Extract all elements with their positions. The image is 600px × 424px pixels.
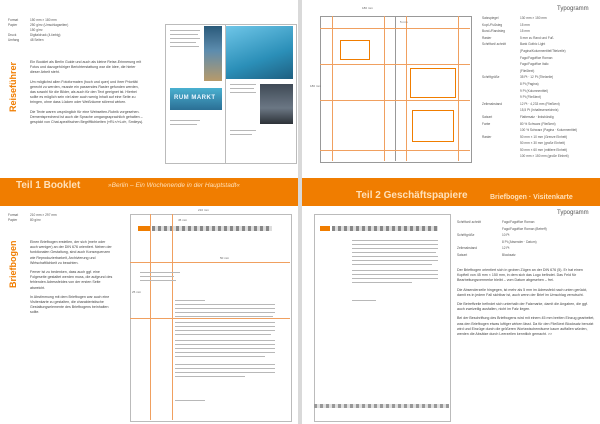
typogram-value: Fago/Fagoffice Roman: [520, 55, 553, 60]
paragraph: Ein Booklet als Berlin Guide und auch als kleine Reise-Erinnerung mit Fotos und dazugehöriger Berichterstattung war die Idee, die hinter dieser Arbeit steht.: [30, 60, 142, 75]
typogram-label: Satzspiegel: [482, 16, 499, 20]
measure-top-width: 180 mm: [362, 6, 373, 10]
text-line: [175, 304, 275, 305]
typogram-label: Satzart: [457, 252, 468, 257]
letterhead-explanation: [457, 268, 595, 337]
text-line: [352, 260, 438, 261]
grid-unit: [340, 40, 370, 60]
typogram-label: Raster: [482, 134, 492, 139]
logo-mark: [320, 226, 330, 231]
measure-width: 210 mm: [198, 208, 209, 212]
text-line: [230, 92, 256, 93]
typogram-row: [482, 49, 598, 56]
grid-line: [458, 16, 459, 161]
typogram-value: (Fließtext): [520, 68, 535, 73]
typogram-row: [457, 253, 597, 260]
typogram-row: [482, 42, 598, 49]
typogram-value: Fago/Fagoffice Roman: [502, 220, 535, 224]
typogram-value: Bank Gothic Light: [520, 42, 546, 47]
paragraph: Der Briefbogen orientiert sich in groben Zügen an der DIN 676 (5). Er hat einen Kopfteil von 45 mm × 150 mm, in dem sich das Logo befindet. Das Feld für Bearbeitungsvermerke bleibt – vom Datum abgesehen – frei.: [457, 268, 583, 283]
typogram-value: 10 Pt: [502, 233, 510, 238]
typogram-value: 8 Pt (Absender · Datum): [502, 239, 537, 244]
text-line: [230, 84, 256, 85]
paragraph: In Abstimmung mit dem Briefbogen war auch eine Visitenkarte zu gestalten, die charakteristische Gestaltungselemente des Briefbogens beinhalten sollte.: [30, 294, 110, 315]
typogram-row: [482, 56, 598, 63]
text-line: [175, 364, 275, 365]
typogram-row: [482, 69, 598, 76]
typogram-label: Schriftgröße: [482, 75, 500, 80]
paragraph: Ferner ist zu bedenken, dass auch ggf. eine Folgeseite gestaltet werden muss, die aufgrund des fehlenden Adressfeldes von der ersten Seite abweicht.: [30, 270, 113, 290]
typogram-table-top: [482, 16, 598, 161]
spec-value: 150 g/m²: [30, 28, 43, 32]
address-line: [140, 276, 174, 277]
typogram-row: [482, 115, 598, 122]
fold-line: [395, 16, 396, 161]
spec-label: Umfang: [8, 38, 20, 42]
measure-top-height: 180 mm: [310, 84, 321, 88]
text-line: [175, 368, 275, 369]
typogram-row: [457, 246, 597, 253]
guide-line: [172, 214, 173, 420]
grid-unit: [410, 68, 456, 98]
typogram-value: 5 mm zu Rand und Fuß: [520, 35, 554, 40]
typogram-row: [482, 95, 598, 102]
text-line: [170, 38, 200, 39]
typogram-value: 50 mm × 30 mm (große Einheit): [520, 141, 566, 146]
typogram-value: 15,5 Pt (Inhaltsverzeichnis): [520, 108, 559, 113]
signature-line: [352, 300, 376, 301]
logo-mark: [138, 226, 150, 231]
text-line: [230, 88, 254, 89]
text-line: [170, 124, 197, 125]
spec-label: Format: [8, 18, 19, 22]
typogram-row: [457, 233, 597, 240]
text-line: [175, 372, 275, 373]
text-line: [170, 30, 200, 31]
footer-bar: [314, 404, 449, 408]
typogram-value: 9 Pt (Kolumnentitel): [520, 88, 548, 93]
band-title-left: Teil 1 Booklet: [16, 180, 81, 191]
text-line: [175, 376, 245, 377]
band-subtitle-right: Briefbogen · Visitenkarte: [490, 194, 573, 201]
typogram-label: Farbe: [482, 121, 491, 126]
band-subtitle-left: »Berlin – Ein Wochenende in der Hauptstadt«: [108, 182, 240, 189]
typogram-row: [482, 141, 598, 148]
typogram-label: Schriftart/-schnitt: [457, 220, 481, 224]
grid-line: [320, 100, 470, 101]
left-page: [0, 0, 298, 424]
typogram-header-top: Typogramm: [557, 6, 589, 12]
paragraph: Die Absenderzeile hingegen, ist mehr als 5 mm im Adressfeld nach unten gerückt, damit es in jedem Fall sichtbar ist, auch wenn der Brief im Umschlag verrutscht.: [457, 287, 588, 297]
spec-label: Papier: [8, 218, 18, 222]
paragraph: Einen Briefbogen erstellen, der sich (mehr oder auch weniger) an der DIN 676 orientiert. Neben der funktionalen Gestaltung, sind auch Konsequenzen wie Reproduzierbarkeit, Archivierung und Wirtschaftlichkeit zu beachten.: [30, 240, 112, 265]
text-line: [352, 274, 438, 275]
text-line: [352, 240, 438, 241]
typogram-value: 100 mm × 150 mm (große Einheit): [520, 154, 569, 159]
letter-sheet: [314, 214, 451, 422]
letterhead-vertical-label: Briefbogen: [8, 240, 18, 288]
typogram-row: [482, 128, 598, 135]
text-line: [352, 252, 436, 253]
typogram-value: Flattersatz · linksbündig: [520, 114, 554, 119]
typogram-value: 130 mm × 150 mm: [520, 16, 547, 20]
text-line: [175, 322, 275, 323]
right-page: [302, 0, 600, 424]
grid-line: [320, 64, 470, 65]
booklet-vertical-label: Reiseführer: [8, 61, 18, 112]
header-bar: [332, 226, 438, 231]
typogram-value: 12 Pt · 4,233 mm (Fließtext): [520, 101, 560, 106]
spec-label: Papier: [8, 23, 18, 27]
typogram-value: 50 mm × 10 mm (Grenze Einheit): [520, 134, 568, 139]
text-line: [352, 264, 432, 265]
text-line: [175, 348, 275, 349]
typogram-value: 9 Pt (Fließtext): [520, 95, 541, 100]
text-line: [352, 256, 438, 257]
typogram-label: Zeilenabstand: [482, 101, 503, 106]
typogram-value: (Pagina/Kolumnentitel/Titelzeile): [520, 48, 566, 53]
fountain-photo: [226, 26, 293, 79]
typogram-value: 15 mm: [520, 22, 530, 27]
typogram-value: 15 mm: [520, 29, 530, 34]
guide-line: [130, 262, 290, 263]
typogram-label: Satzart: [482, 114, 493, 119]
typogram-row: [482, 36, 598, 43]
header-bar: [152, 226, 272, 231]
statue-photo: [204, 26, 222, 81]
text-line: [352, 278, 438, 279]
typogram-label: Raster: [482, 35, 492, 40]
typogram-row: [482, 102, 598, 109]
text-line: [175, 344, 275, 345]
spec-value: 150 mm × 180 mm: [30, 18, 57, 22]
spec-label: Druck: [8, 33, 17, 37]
typogram-value: 8 Pt (Pagina): [520, 81, 539, 86]
spec-value: 210 mm × 297 mm: [30, 213, 57, 217]
typogram-label: Schriftgröße: [457, 233, 475, 238]
typogram-row: [457, 227, 597, 234]
paragraph: Die Betreffzeile befindet sich unterhalb der Falzmarke, damit die Angaben, die ggf. auch zweizeilig ausfallen, nicht im Falz liegen.: [457, 302, 588, 312]
typogram-row: [482, 135, 598, 142]
letterhead-description: [30, 240, 113, 316]
typogram-row: [482, 62, 598, 69]
address-line: [140, 272, 180, 273]
grid-line: [384, 16, 385, 161]
spec-value: Digitaldruck (4-farbig): [30, 33, 61, 37]
text-line: [170, 120, 200, 121]
typogram-value: 50 mm × 60 mm (mittlere Einheit): [520, 147, 568, 152]
spec-value: 80 g/m²: [30, 218, 41, 222]
spec-label: Format: [8, 213, 19, 217]
text-line: [175, 340, 275, 341]
text-line: [175, 334, 271, 335]
text-line: [175, 300, 205, 301]
measure-head: 45 mm: [178, 218, 188, 222]
guide-line: [130, 318, 290, 319]
paragraph: Die Texte waren ursprünglich für eine Webseiten-Rubrik vorgesehen. Dementsprechend ist auch die Sprache umgangssprachlich gehalten – gespickt von Chat-spezifischen Begrifflichkeiten (»RL«/»Lol«, Smileys).: [30, 109, 144, 125]
grid-unit: [412, 110, 454, 142]
text-line: [170, 46, 199, 47]
typogram-row: [482, 29, 598, 36]
text-line: [230, 130, 256, 131]
text-line: [352, 282, 412, 283]
text-line: [175, 316, 273, 317]
typogram-row: [482, 154, 598, 161]
measure-side: 5 mm: [400, 20, 408, 24]
grid-line: [320, 28, 470, 29]
text-line: [352, 270, 438, 271]
text-line: [352, 244, 438, 245]
street-photo: [260, 84, 293, 124]
sign-photo: [170, 88, 222, 110]
typogram-value: Fago/Fagoffice Italic: [520, 62, 549, 67]
paragraph: Um möglichst allen Fotoformaten (hoch und quer) und ihrer Priorität gerecht zu werden, musste ein passendes Raster gefunden werden, das sowohl für die Bilder, als auch für den Text geeignet ist. Hierbei sollte es möglich sein viel aber auch wenig Inhalt auf eine Seite zu bringen, ohne dass Lücken oder Weißräume störend wirken.: [30, 79, 139, 105]
measure-head-2: 50 mm: [220, 256, 230, 260]
guide-line: [150, 214, 151, 420]
typogram-value: Blocksatz: [502, 252, 516, 257]
typogram-row: [482, 89, 598, 96]
typogram-value: 80 % Schwarz (Fließtext): [520, 121, 556, 126]
typogram-row: [482, 148, 598, 155]
text-line: [170, 34, 198, 35]
typogram-value: 12 Pt: [502, 246, 510, 251]
typogram-label: Schriftart/-schnitt: [482, 42, 506, 47]
spec-value: 48 Seiten: [30, 38, 44, 42]
typogram-value: 100 % Schwarz (Pagina · Kolumnentitel): [520, 128, 578, 133]
booklet-description: [30, 60, 145, 125]
paragraph: Bei der Beschriftung des Briefbogens wird mit einem 45 mm breiten Einzug gearbeitet, was den Briefbogen etwas luftiger wirken lässt. Da für den Fließtext Blocksatz benutzt wird und Einzüge durch die größeren Wortzwischenräume kaum auffallen würden, werden die Absätze durch Leerzeilen kenntlich gemacht. >>: [457, 316, 595, 337]
grid-line: [320, 150, 470, 151]
typogram-row: [457, 240, 597, 247]
address-line: [140, 280, 176, 281]
typogram-row: [482, 82, 598, 89]
typogram-label: Kopf-/Fußsteg: [482, 22, 503, 27]
text-line: [230, 134, 252, 135]
spec-value: 250 g/m² (Umschlagseiten): [30, 23, 69, 27]
typogram-row: [482, 23, 598, 30]
signature-line: [175, 400, 205, 401]
text-line: [175, 352, 275, 353]
typogram-row: [482, 75, 598, 82]
typogram-row: [482, 108, 598, 115]
text-line: [352, 248, 438, 249]
band-title-right: Teil 2 Geschäftspapiere: [356, 190, 468, 201]
typogram-row: [482, 122, 598, 129]
typogram-row: [482, 16, 598, 23]
typogram-table-bottom: [457, 220, 597, 260]
grid-line: [332, 16, 333, 161]
sign-text: RUM MARKT: [174, 95, 216, 101]
text-line: [175, 312, 275, 313]
grid-line: [406, 16, 407, 161]
text-line: [175, 308, 275, 309]
typogram-header-bottom: Typogramm: [557, 210, 589, 216]
typogram-label: Bund-/Randsteg: [482, 29, 506, 34]
typogram-row: [457, 220, 597, 227]
text-line: [175, 330, 275, 331]
text-line: [175, 326, 275, 327]
typogram-value: Fago/Fagoffice Roman (Betreff): [502, 226, 547, 231]
typogram-label: Zeilenabstand: [457, 246, 478, 251]
text-line: [170, 42, 196, 43]
text-line: [175, 356, 265, 357]
measure-left: 25 mm: [132, 290, 142, 294]
typogram-value: 35 Pt · 12 Pt (Titelzeile): [520, 75, 554, 80]
